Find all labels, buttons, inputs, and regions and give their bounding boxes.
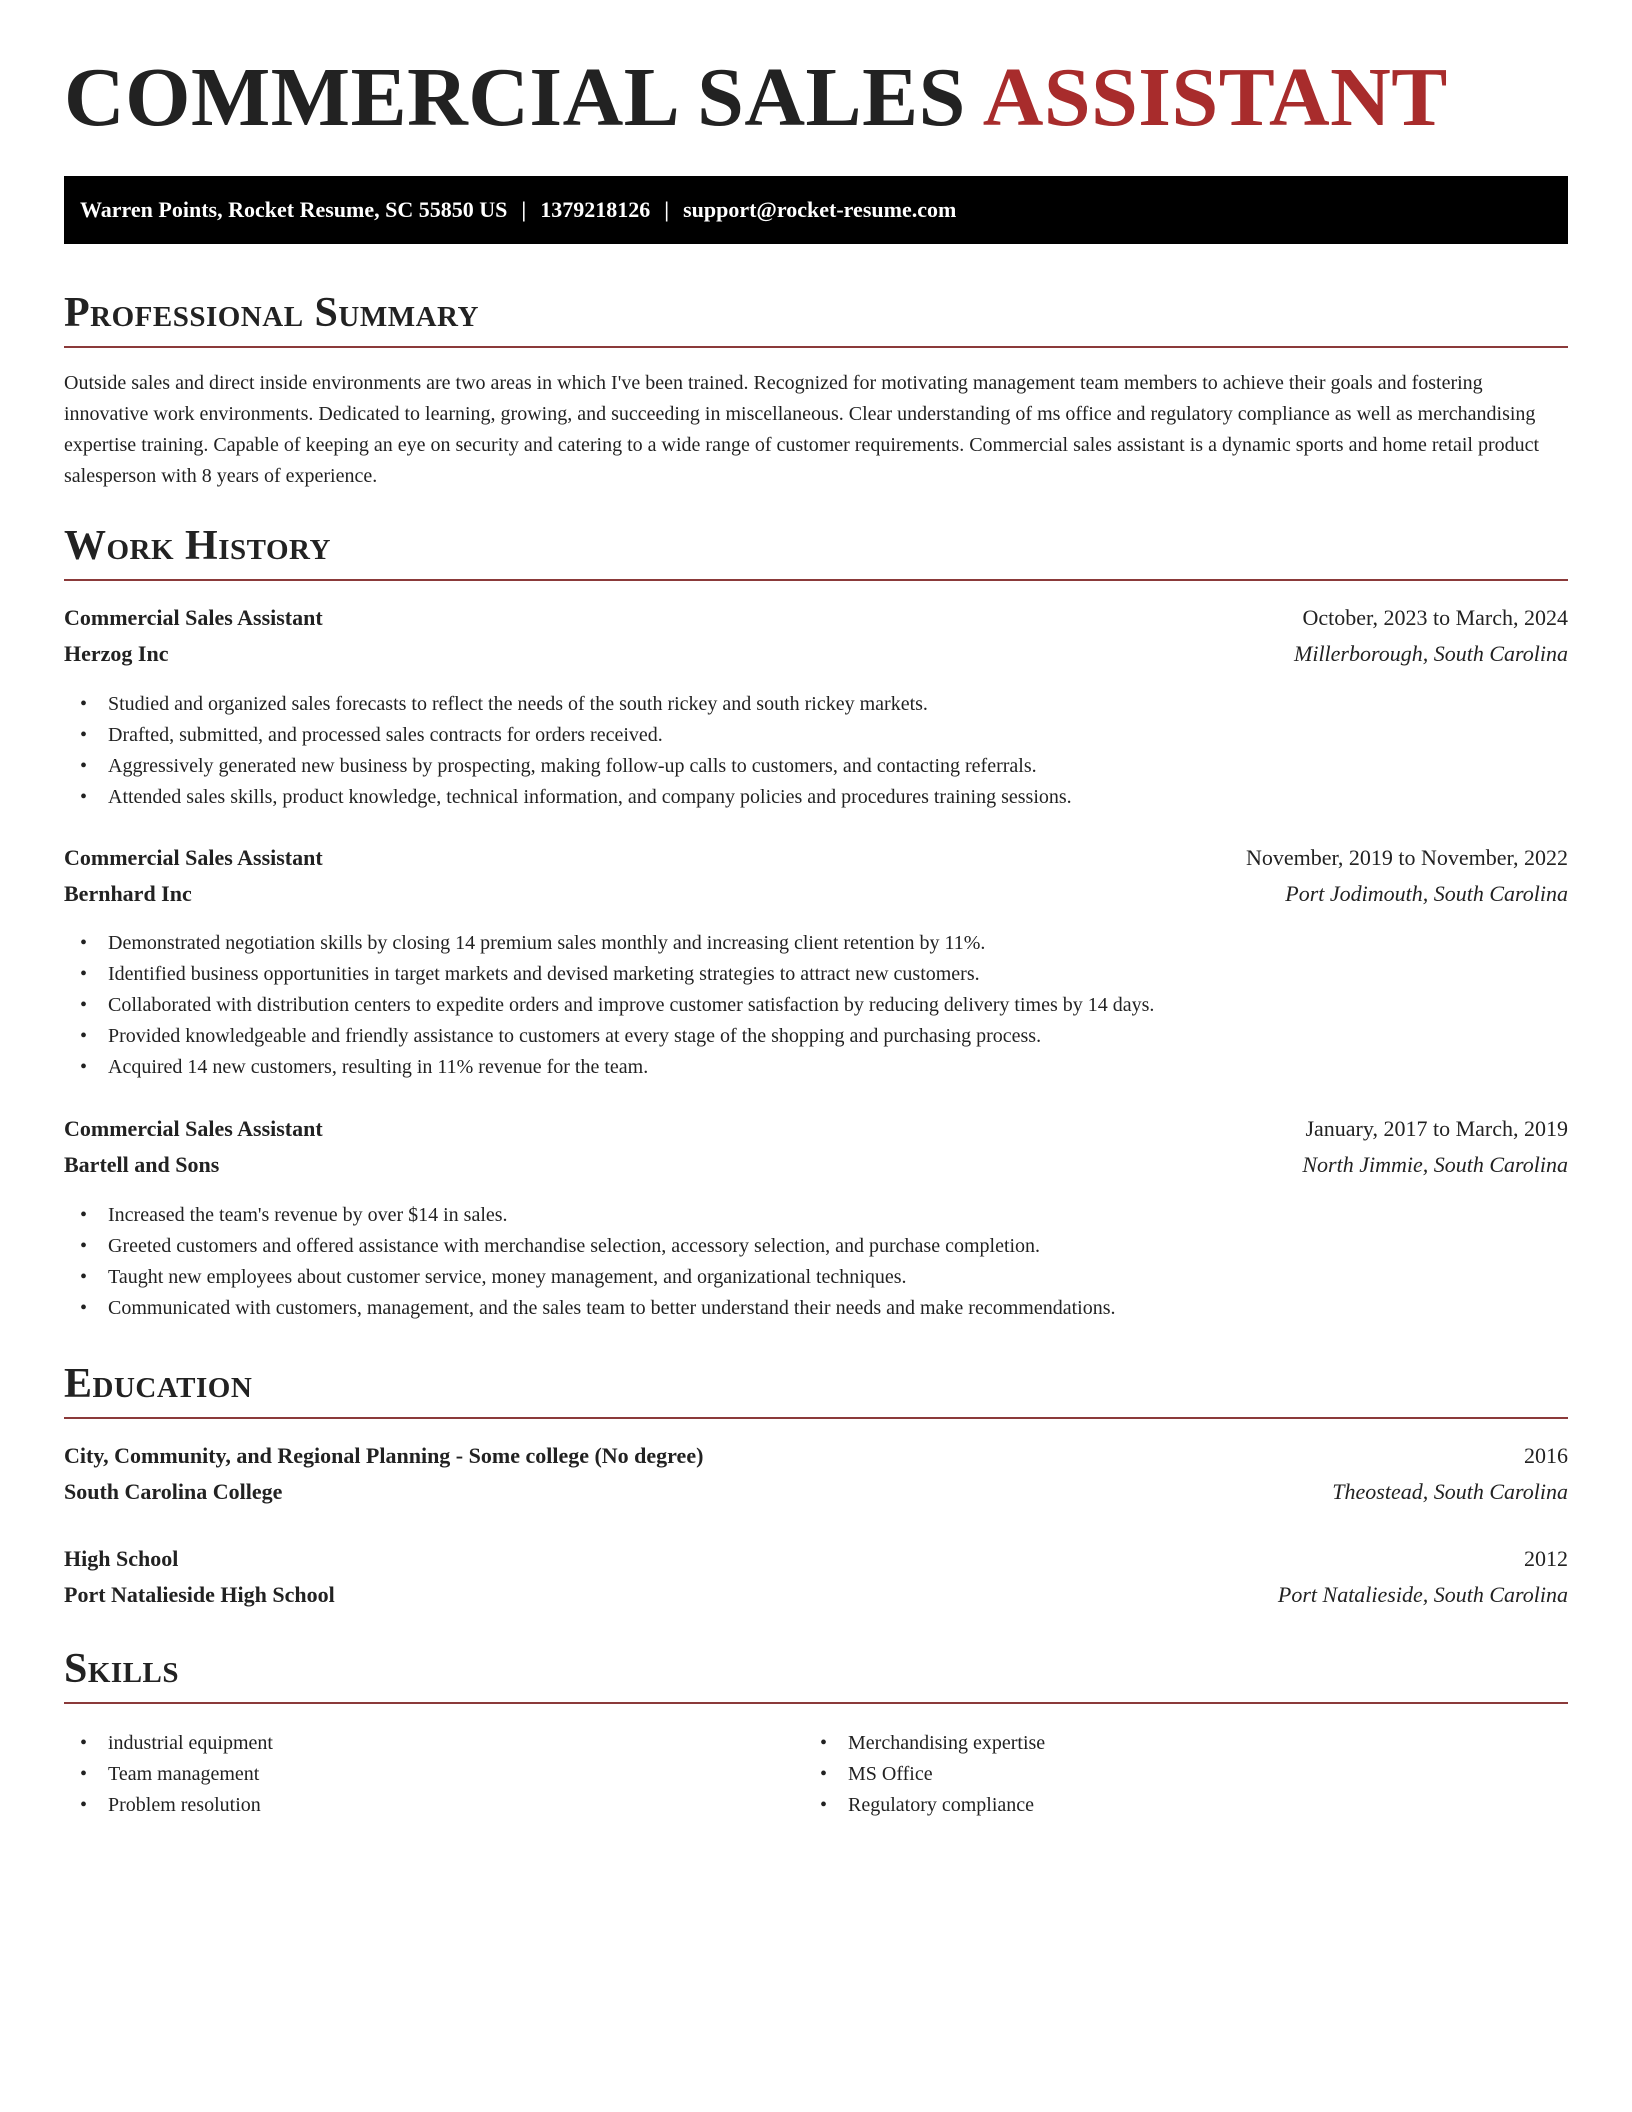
list-item: • Increased the team's revenue by over $14 in sales. bbox=[64, 1200, 1568, 1231]
education-section-header bbox=[64, 1363, 1568, 1419]
skills-list-left bbox=[64, 1728, 784, 1821]
summary-section-header bbox=[64, 292, 1568, 348]
job-dates: January, 2017 to March, 2019 bbox=[1305, 1116, 1568, 1141]
contact-separator: | bbox=[664, 197, 670, 222]
skill-item: • Team management bbox=[64, 1759, 784, 1790]
contact-separator: | bbox=[521, 197, 527, 222]
job-company: Bartell and Sons bbox=[64, 1152, 220, 1177]
contact-address: Warren Points, Rocket Resume, SC 55850 US bbox=[80, 197, 508, 222]
job-company-row bbox=[64, 1147, 1568, 1183]
contact-bar bbox=[64, 176, 1568, 244]
section-divider bbox=[64, 346, 1568, 348]
list-item: • Taught new employees about customer service, money management, and organizational techniques. bbox=[64, 1262, 1568, 1293]
list-item: • Aggressively generated new business by prospecting, making follow-up calls to customers, and contacting referrals. bbox=[64, 751, 1568, 782]
education-location: Port Natalieside, South Carolina bbox=[1277, 1582, 1568, 1607]
list-item: • Identified business opportunities in target markets and devised marketing strategies to attract new customers. bbox=[64, 959, 1568, 990]
work-section-header bbox=[64, 525, 1568, 581]
skill-item: • Regulatory compliance bbox=[804, 1790, 1524, 1821]
list-item: • Drafted, submitted, and processed sales contracts for orders received. bbox=[64, 720, 1568, 751]
job-location: North Jimmie, South Carolina bbox=[1302, 1152, 1568, 1177]
education-degree: City, Community, and Regional Planning - Some college (No degree) bbox=[64, 1443, 704, 1468]
job-title-row bbox=[64, 840, 1568, 876]
education-degree: High School bbox=[64, 1546, 179, 1571]
summary-text: Outside sales and direct inside environments are two areas in which I've been trained. Recognized for motivating management team members to achieve their goals and fostering innovative work environments. Dedicated to learning, growing, and succeeding in miscellaneous. Clear understanding of ms office and regulatory compliance as well as merchandising expertise training. Capable of keeping an eye on security and catering to a wide range of customer requirements. Commercial sales assistant is a dynamic sports and home retail product salesperson with 8 years of experience. bbox=[64, 372, 1540, 487]
work-heading: Work History bbox=[64, 523, 331, 569]
job-title-row bbox=[64, 1111, 1568, 1147]
job-company-row bbox=[64, 636, 1568, 672]
education-school-row bbox=[64, 1474, 1568, 1510]
education-school: South Carolina College bbox=[64, 1479, 283, 1504]
section-divider bbox=[64, 1417, 1568, 1419]
education-degree-row bbox=[64, 1438, 1568, 1474]
list-item: • Attended sales skills, product knowledge, technical information, and company policies and procedures training sessions. bbox=[64, 782, 1568, 813]
job-title: Commercial Sales Assistant bbox=[64, 845, 323, 870]
job-bullets bbox=[64, 689, 1568, 813]
contact-email: support@rocket-resume.com bbox=[683, 197, 957, 222]
skills-section-header bbox=[64, 1648, 1568, 1704]
list-item: • Acquired 14 new customers, resulting in 11% revenue for the team. bbox=[64, 1052, 1568, 1083]
job-location: Millerborough, South Carolina bbox=[1294, 641, 1568, 666]
education-school: Port Natalieside High School bbox=[64, 1582, 335, 1607]
skill-item: • industrial equipment bbox=[64, 1728, 784, 1759]
section-divider bbox=[64, 579, 1568, 581]
job-company: Bernhard Inc bbox=[64, 881, 192, 906]
job-title-row bbox=[64, 600, 1568, 636]
education-school-row bbox=[64, 1577, 1568, 1613]
job-company-row bbox=[64, 876, 1568, 912]
education-degree-row bbox=[64, 1541, 1568, 1577]
list-item: • Provided knowledgeable and friendly assistance to customers at every stage of the shopping and purchasing process. bbox=[64, 1021, 1568, 1052]
job-title: Commercial Sales Assistant bbox=[64, 605, 323, 630]
education-year: 2016 bbox=[1524, 1443, 1568, 1468]
skill-item: • MS Office bbox=[804, 1759, 1524, 1790]
job-bullets bbox=[64, 928, 1568, 1083]
list-item: • Greeted customers and offered assistance with merchandise selection, accessory selection, and purchase completion. bbox=[64, 1231, 1568, 1262]
job-dates: November, 2019 to November, 2022 bbox=[1245, 845, 1568, 870]
job-company: Herzog Inc bbox=[64, 641, 169, 666]
skill-item: • Merchandising expertise bbox=[804, 1728, 1524, 1759]
resume-title bbox=[64, 51, 1448, 144]
summary-heading: Professional Summary bbox=[64, 290, 479, 336]
list-item: • Communicated with customers, management, and the sales team to better understand their needs and make recommendations. bbox=[64, 1293, 1568, 1324]
skills-list-right bbox=[804, 1728, 1524, 1821]
list-item: • Studied and organized sales forecasts to reflect the needs of the south rickey and south rickey markets. bbox=[64, 689, 1568, 720]
list-item: • Demonstrated negotiation skills by closing 14 premium sales monthly and increasing client retention by 11%. bbox=[64, 928, 1568, 959]
skills-heading: Skills bbox=[64, 1646, 180, 1692]
job-location: Port Jodimouth, South Carolina bbox=[1285, 881, 1568, 906]
skill-item: • Problem resolution bbox=[64, 1790, 784, 1821]
title-main: COMMERCIAL SALES bbox=[64, 51, 966, 144]
education-heading: Education bbox=[64, 1361, 253, 1407]
job-bullets bbox=[64, 1200, 1568, 1324]
education-location: Theostead, South Carolina bbox=[1332, 1479, 1568, 1504]
title-accent: ASSISTANT bbox=[982, 51, 1448, 144]
job-dates: October, 2023 to March, 2024 bbox=[1302, 605, 1568, 630]
education-year: 2012 bbox=[1524, 1546, 1568, 1571]
contact-phone: 1379218126 bbox=[540, 197, 651, 222]
job-title: Commercial Sales Assistant bbox=[64, 1116, 323, 1141]
list-item: • Collaborated with distribution centers to expedite orders and improve customer satisfaction by reducing delivery times by 14 days. bbox=[64, 990, 1568, 1021]
section-divider bbox=[64, 1702, 1568, 1704]
